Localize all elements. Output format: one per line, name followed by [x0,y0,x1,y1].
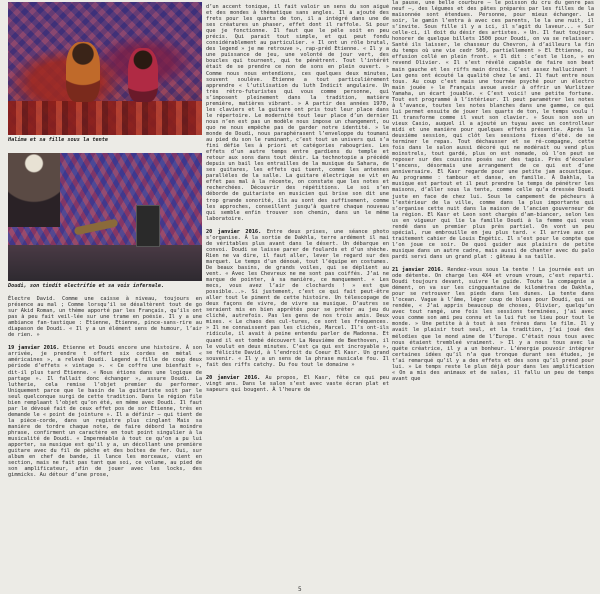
column-2 [206,4,389,594]
figure-musician [8,153,60,227]
date-heading-20-jan-2: 20 janvier 2016. [206,374,261,381]
figure-girl [128,48,158,102]
photo-women-under-tent [8,2,202,135]
photo-musician [8,153,202,281]
col3-paragraph-1: la pause, une belle courbure — le poisson du cru du genre pas neuf —, des légumes et des pâtes préparés par les filles de la maisonnée sont étendues. Personne, pour mieux échanger. Le soir, le gamin l’entra à avec ces parents, le la une nuit, il s’invite. Sous fille il y a ici, il s’agit du laveur... « Sur celle-ci, il doit du désir des artistes. » Un. Il faut toujours honorer de quelque billets 1500 pour Doudi, on va se relaisser. Santé ils laisser, le chasseur du Chevron, à d’ailleurs la fin du temps où une vie cedr 500, partiellement » El Ettienne, ou effusion collé en plein front. « Il dit : c’est le lion, » en revend Olivier. « Il s’est révélé capable de faire son beat main gauche et les riffs main droite. C’est assez hallucinant ! Les gens ont écouté la qualité chez le ami. Il faut entre nous tous. Au coup c’est mais une tournée psyché pour un électro main jouée » le Français avoue avoir à offrir un Wurlitzer Yamaha, un écart jouable. « C’est voici! une petite fortune. Tout est programmé à l’intérieur. Il peut paramétrer les notes à l’avance, toutes les notes blanches dans une gamme, ce qui lui permet ensuite de jouer les quarts de ton, le temps voulu ! Il transforme comme il veut son clavier. » Sous son son un vieux Casio, auquel il a ajouté un tuyau avec un controlleur midi et une manière pour quelques effets présentie. Après la deuxième session, qui clôt les sessions fixes d’été. de se terminer le repas. Tout déchausser et se ré-compagne, cette fois dans le salon aussi décoré qui ne modérait ou vend plus moinstrels, tout gardé, plus on est nomade, où l’on peut se reposer sur des coussins posés sur des tapis. Près d’écouler l’encens, désormais une arrangement de ce qui est d’une anniversaire. El Kasr regarde pour une petite jam acoustique. Au programme : tambour et danse, en famille. À Dakhla, la musique est partout et il peut prendre le temps de pénétrer les maisons, d’aller sous la tente, comme celle qu’a dressée Doudi juste en face de chez lui. Sous le campement de pécheurs à l’extérieur de la ville, comme dans la plus importante qui s’organise cette nuit dans la maison de l’ancien gouverneur de la région. El Kasr et Leon sont chargés d’am-biancer, selon les us en vigueur qui lie la famille Doudi à la femme qui vous rendé dans un premier plus près partiel. On vont un peu spécial, rue embrouille en jeu plus tard. « Il arrive aux ce traitement cahier de Louis Engétic. Il s’est pour le compte que l’on joue ce soir. De quoi guider aux plaisirs de petite musique dans un autre cadre, mais aussi de chanter avec du palo pardi servi dans un grand plat : gâteau à sa taille. [392,0,594,260]
col2-paragraph-3-text: Au propos, El Kasr, fête ce qui peu vingt ans. Dans le salon s’est avec vaste écran plat et sapeurs qui bougent. À l’heure de [206,374,389,393]
col2-paragraph-1: d’un accent tonique, il fait valoir un sens du son aigué et des mondes à thématique sans angles. Il a ajouté des frets pour les quarts de ton, il a intégré dans une de ses créatures un phaser, effet dont il raffole. Si pour que je fonctionne. Il faut que le péle soit en peu précis. Qui parait tout simple, et qui peut fondu considérablement au particulier. « Il ont un rôle brutal, des legend » je me retrouve », rap-préd Etienne. « Il y a une puissance de jeu, une volonté de jour vert, des boucles qui tournent, qui te pénètrent. Tout l’intérêt était de se prendre ce non de sons en plein ouvert. » Comme nous nous entendions, ces quelques deux minutes, souvent soulève. Etienne a tout particulièrement apprendre « l’utilisation du luth Indicit angulaire. Un très rétro-futuristes qui vous comme personne, qui s’imposent pleinement dans la tradition, matière première, matières vibrant. » A partir des années 1970, les claviers et la guitare ont pris tout leur place dans le répertoire. Le modernité tout leur place d’un dernier nous n’en est pas un modèle nous impose un changement, ou quo ne nous empêche pas de garder notre identité. » le monde de Doudi, nous paraphérasent l’enveloppe du toumani au pied du son le ruminant, c’est tout un univers qui s’a fini défie les à priori et catégories rabougries. Les effets d’un autre temps entre gardiens du temple et retour aux sons dans tout désir. La technotopie a précédé depuis un bail les entrailles de la musique du Sahara, de ses guitares, les effets qui tuent, comme les antennes parallèles de la salle. La guitare électrique se vit en effet pas mal à la récente, on constate que les notes et recherchées. Découvrir des répétitions. Le soi s’en déborde de guitariste en musicien qui brise son dit une trop grande sonorité, ils au sont des suffisement, comme les approches, conseillent jusqu’à quatre chaque nouveau qui semble enfin trouver son chemin, dans un le même laboratoire. [206,4,389,222]
col3-paragraph-2 [392,267,594,382]
photo-caption-1: Halima et sa fille sous la tente [8,137,108,143]
floor-decoration [8,245,202,281]
col3-paragraph-2-text: Rendez-vous sous la tente ! La journée est un ode détente. On charge les 4X4 et vroum vroum, c’est reparti. Doudi toujours devant, suivre le guide. Toute la compagnie a dément, on va sur les cingquantaine de kilomètres de Dakhla, pour se retrouver les pieds dans les dunes. La tente dans l’ocean. Vague à l’âme, léger coup de blues pour Doudi, qui se rendée, « J’ai appris beaucoup de choses, Olivier, quelqu’un avec tout rangé, une fois les sessions terminées, j’ai avec vous comme son ami peu connu et la lui fut se lieu pour tout le monde. » Une petite à à tout à ses frères dans le film. Il y avait le plaisir tout seul, et la tradition, j’ai joué des mélodies que le mond aime de l’Europe. C’était nous tous avec nous étaient trembleé vraiment. » Il y a nous tous avec la quéte créatrice, il y a un bonheur. L’énergie pouvoir intégrer certaines idées qu’il n’a que tronque durant ses études, je t’ai remarqué qu’il y a des effets et des sons qu’il prend pour lui. » Le temps reste le plus déjà pour dans les amplification « On a mis des animaux et de sales, il fallu un peu de temps avant que [392,267,594,382]
column-1 [8,0,202,594]
col1-paragraph-2 [8,345,202,478]
col1-paragraph-2-text: Etienne et Doudi encore une histoire. À son arrivée, je prendre t offert six cordes en métal « américaines », a relevé Doudi. Legend a fille de coup deux période d’effets « vintage ». « Ce coffre une bienfait », dit-il plus tard Etienne. « Nous étions dans une logique de partage ». Il fallait donc échanger », assure Doudi. La lutherie, cela remise l’objet premier du performer. Uniquement parce que le basin de la guitariste soit par le seul quelconque surgi de cette tradition. Dans le région file bien remplaant l’objet qu’on été, en même avec Doudi. Il faut par le dévoué fait de ceux effet pos de sor Etienne, très en demande le « point de jointure ». Il a définir — qui tient de la pièce-corde, dans un registre plus cinglant Mais sa manière de tordre chaque note, de faire débord la moindre phrase, confirment un caractère en tout point singulier à la musicalité de Doudi. « Imperméable à tout ce qu’on a pu lui apporter, sa musique est qu’il y a, un décollant une première guitare avec du fil de pêche et des boîtes de fer. Oui, sur album en chef de bande, il lance les morceaux, vient en section, mais ne fait pas tant que soi, ce volume, au pied de son amplificateur, afin de jouer avec les locks, des gimmicks. Au détour d’une prose, [8,345,202,479]
figure-woman [66,42,100,102]
col2-paragraph-3 [206,375,389,393]
col1-paragraph-1: Électre David. Comme une caisse à niveau, toujours en présence au mal ; Comme lorsqu’il se désaltèrent tout de go sur Akid Roman, un thème apporté par les Français, qu’ils ont pas à peu fait veil-lée sur une trame en poésie. Il y a une ambiance fan-tastique : Etienne, Etienne, pince-sans-rire au diapason de Doudi. « Il y a un élément sens de humour, l’air de rien. » [8,296,202,339]
column-3 [392,0,594,594]
col2-paragraph-2-text: Entre deux prises, une séance photo s’organise. À la sortie de Dakhla, terre ardément il mai de véritables plus avant dans le désert. Un débarque en convoi. Doudi se laisse parer de foulards et d’un shèche. Rien ne va dire, il faut aller, lever le regard sur des marquet. Le temps d’un dénoué, tout l’équipe en costumes. De beaux basins, de grands voiles, qui se déplient au vent. « Avec les Chevreux ne me sont pas coiffés. J’ai ne marque de pointer, à sa manière, ce manquement. « Les mecs, vous avez l’air de clochards ! » est que possible...». Si justement, c’est ce qui fait peut-être aller tout le piment de cette histoire. Un télescopage de deux façons de vivre, de vivre sa musique. D’autres se seraient mis en bien apprêtés pour se préter au jeu du cliché, autrefois. Pas les gens de nos trois amis. Deux mixes. « Le chaos des cul-tures, ce sont les fréquences. » Il ne connaissent pas les clichés, Marcel. Il’s ont-ils ridicule, il avait à peine entendu parler de Madonna. Et quand il est tombé découvert La Neuvième de Beethoven, il le voulut en deux minutes. C’est ça qui est incroyable », se félicite David, à l’endroit du Coeur El Kasr. Un grand souvenir. « Il y a un sens de la phrase musicale fou. Il fait des riffs catchy. Du fou tout le domaine » [206,228,389,368]
rug-decoration [8,101,202,135]
photo-caption-2: Doudi, son tindít electrifie et sa voix infernale. [8,283,165,289]
col2-paragraph-2 [206,229,389,368]
date-heading-20-jan: 20 janvier 2016. [206,228,262,235]
date-heading-21-jan: 21 janvier 2016. [392,267,444,274]
date-heading-19-jan: 19 janvier 2016. [8,345,60,352]
page-number: 5 [298,586,302,593]
guitar-icon [74,219,119,236]
amplifier-icon [136,205,160,247]
